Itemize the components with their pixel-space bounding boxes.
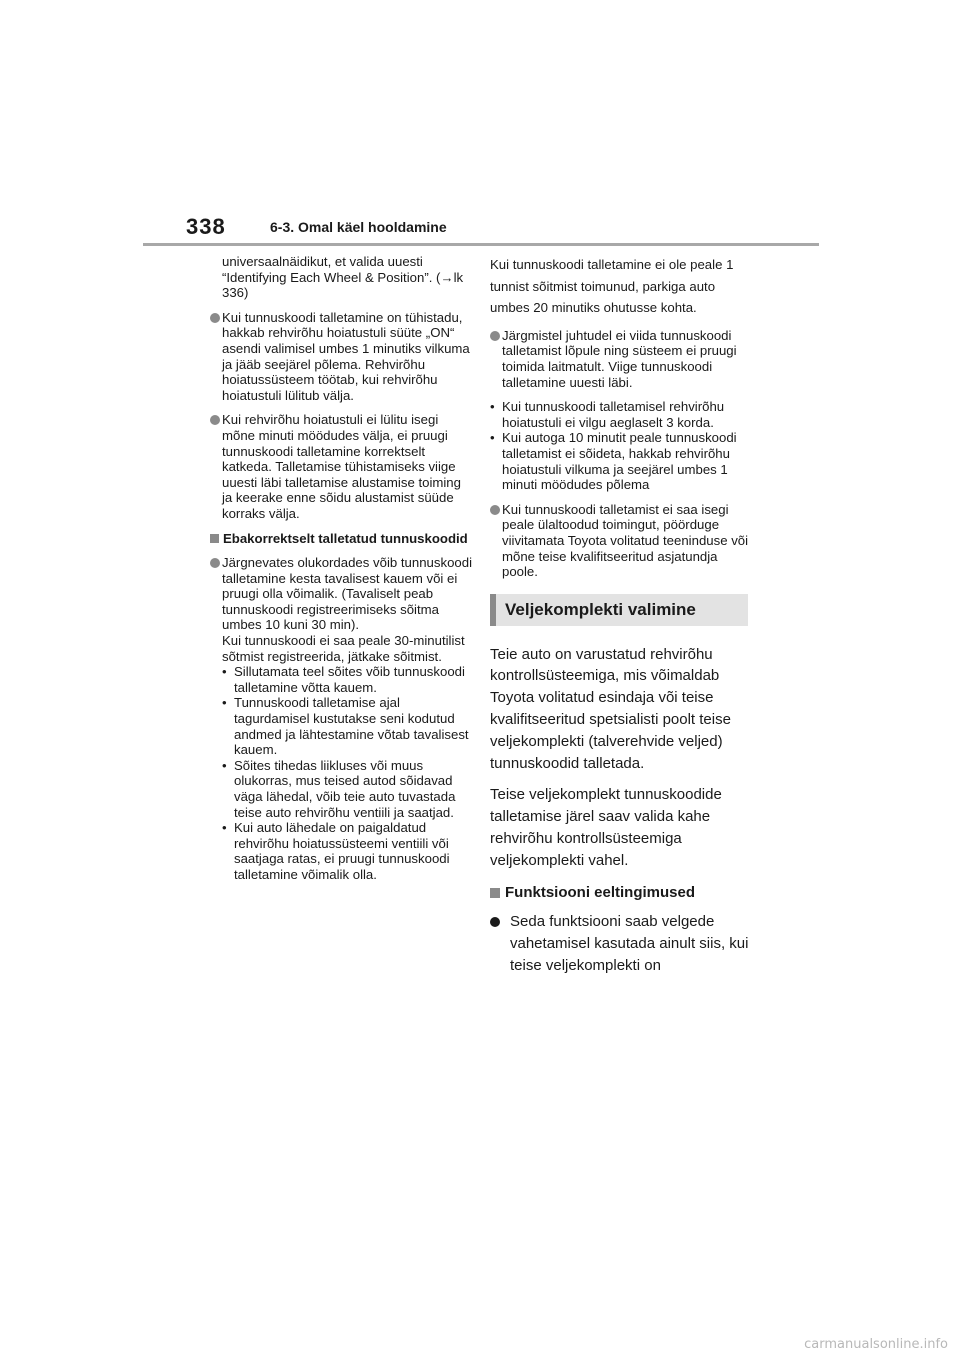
section-title: 6-3. Omal käel hooldamine [270,219,447,235]
sub-list [490,399,752,493]
bullet-dot-icon [210,558,220,568]
dash-icon: • [490,399,495,415]
left-column [210,254,472,892]
bullet-dot-icon [490,331,500,341]
bullet-note: Kui tunnuskoodi ei saa peale 30-minutilist sõtmist registreerida, jätkake sõitmist. [222,633,465,664]
square-bullet-icon [210,534,219,543]
dash-icon: • [222,820,227,836]
page-number: 338 [186,214,226,239]
body-paragraph: Teie auto on varustatud rehvirõhu kontrollsüsteemiga, mis võimaldab Toyota volitatud esindaja või teise kvalifitseeritud spetsialisti poolt teise veljekomplekti (talverehvide veljed) tunnuskoodid talletada. [490,645,731,772]
right-column [490,254,752,977]
bullet-item [490,911,752,976]
subheading [210,531,472,547]
sub-item-text: Sillutamata teel sõites võib tunnuskoodi talletamine võtta kauem. [234,664,465,695]
bullet-text: Järgnevates olukordades võib tunnuskoodi talletamine kesta tavalisest kauem või ei pruugi olla võimalik. (Tavaliselt peab tunnuskoodi registreerimiseks sõitma umbes 10 kuni 30 min). [222,555,472,633]
bullet-item [210,310,472,404]
square-bullet-icon [490,888,500,898]
continued-paragraph: Kui tunnuskoodi talletamine ei ole peale 1 tunnist sõitmist toimunud, parkiga auto umbes 20 minutiks ohutusse kohta. [490,257,734,316]
dash-icon: • [222,757,227,773]
sub-item-text: Tunnuskoodi talletamise ajal tagurdamisel kustutakse seni kodutud andmed ja lähtestamine võtab tavalisest kauem. [234,695,469,758]
continued-paragraph: universaalnäidikut, et valida uuesti “Identifying Each Wheel & Position”. (→lk 336) [222,254,464,301]
section-heading [490,594,748,626]
bullet-item [210,412,472,521]
subheading [490,882,752,904]
sub-item [490,399,752,430]
sub-item [222,695,472,757]
body-paragraph: Teise veljekomplekt tunnuskoodide talletamise järel saav valida kahe rehvirõhu kontrollsüsteemiga veljekomplekti vahel. [490,786,722,869]
header-divider [143,243,819,246]
sub-item-text: Kui auto lähedale on paigaldatud rehvirõhu hoiatussüsteemi ventiili või saatjaga ratas, ei pruugi tunnuskoodi talletamine võimalik olla. [234,820,450,882]
bullet-text: Järgmistel juhtudel ei viida tunnuskoodi talletamist lõpule ning süsteem ei pruugi toimida laitmatult. Viige tunnuskoodi talletamine uuesti läbi. [502,327,737,390]
sub-item-text: Kui tunnuskoodi talletamisel rehvirõhu hoiatustuli ei vilgu aeglaselt 3 korda. [502,399,725,430]
bullet-text: Kui rehvirõhu hoiatustuli ei lülitu isegi mõne minuti möödudes välja, ei pruugi tunnuskoodi talletamine korrektselt katkeda. Talletamise tühistamiseks viige uuesti läbi talletamise alustamise toiming ja keerake enne sõidu alustamist süüde korraks välja. [222,412,461,521]
sub-item [222,758,472,820]
bullet-text: Seda funktsiooni saab velgede vahetamisel kasutada ainult siis, kui teise veljekomplekti on [510,913,749,975]
dash-icon: • [222,664,227,680]
watermark: carmanualsonline.info [804,1337,948,1352]
subheading-text: Funktsiooni eeltingimused [505,883,696,901]
sub-item-text: Sõites tihedas liikluses või muus olukorras, mus teised autod sõidavad väga lähedal, võib teie auto tuvastada teise auto rehvirõhu ventiili ja saatjad. [234,757,456,820]
dash-icon: • [222,695,227,711]
section-heading-text: Veljekomplekti valimine [505,599,696,619]
sub-item-text: Kui autoga 10 minutit peale tunnuskoodi talletamist ei sõideta, hakkab rehvirõhu hoiatustuli vilkuma ja seejärel umbes 1 minuti möödudes põlema [502,430,737,493]
subheading-text: Ebakorrektselt talletatud tunnuskoodid [223,530,468,546]
bullet-dot-icon [210,313,220,323]
bullet-text: Kui tunnuskoodi talletamist ei saa isegi peale ülaltoodud toimingut, pöörduge viivitamata Toyota volitatud teeninduse või mõne teise kvalifitseeritud asjatundja poole. [502,501,749,580]
bullet-item [490,502,752,580]
sub-item [490,430,752,492]
sub-item [222,820,472,882]
bullet-text: Kui tunnuskoodi talletamine on tühistadu, hakkab rehvirõhu hoiatustuli süüte „ON“ asendi valimisel umbes 1 minutiks vilkuma ja jääb seejärel põlema. Rehvirõhu hoiatussüsteem töötab, kui rehvirõhu hoiatustuli lülitub välja. [222,309,470,403]
sub-item [222,664,472,695]
bullet-dot-icon [210,415,220,425]
bullet-dot-icon [490,917,500,927]
bullet-dot-icon [490,505,500,515]
dash-icon: • [490,430,495,446]
bullet-item [490,328,752,390]
bullet-item [210,555,472,882]
